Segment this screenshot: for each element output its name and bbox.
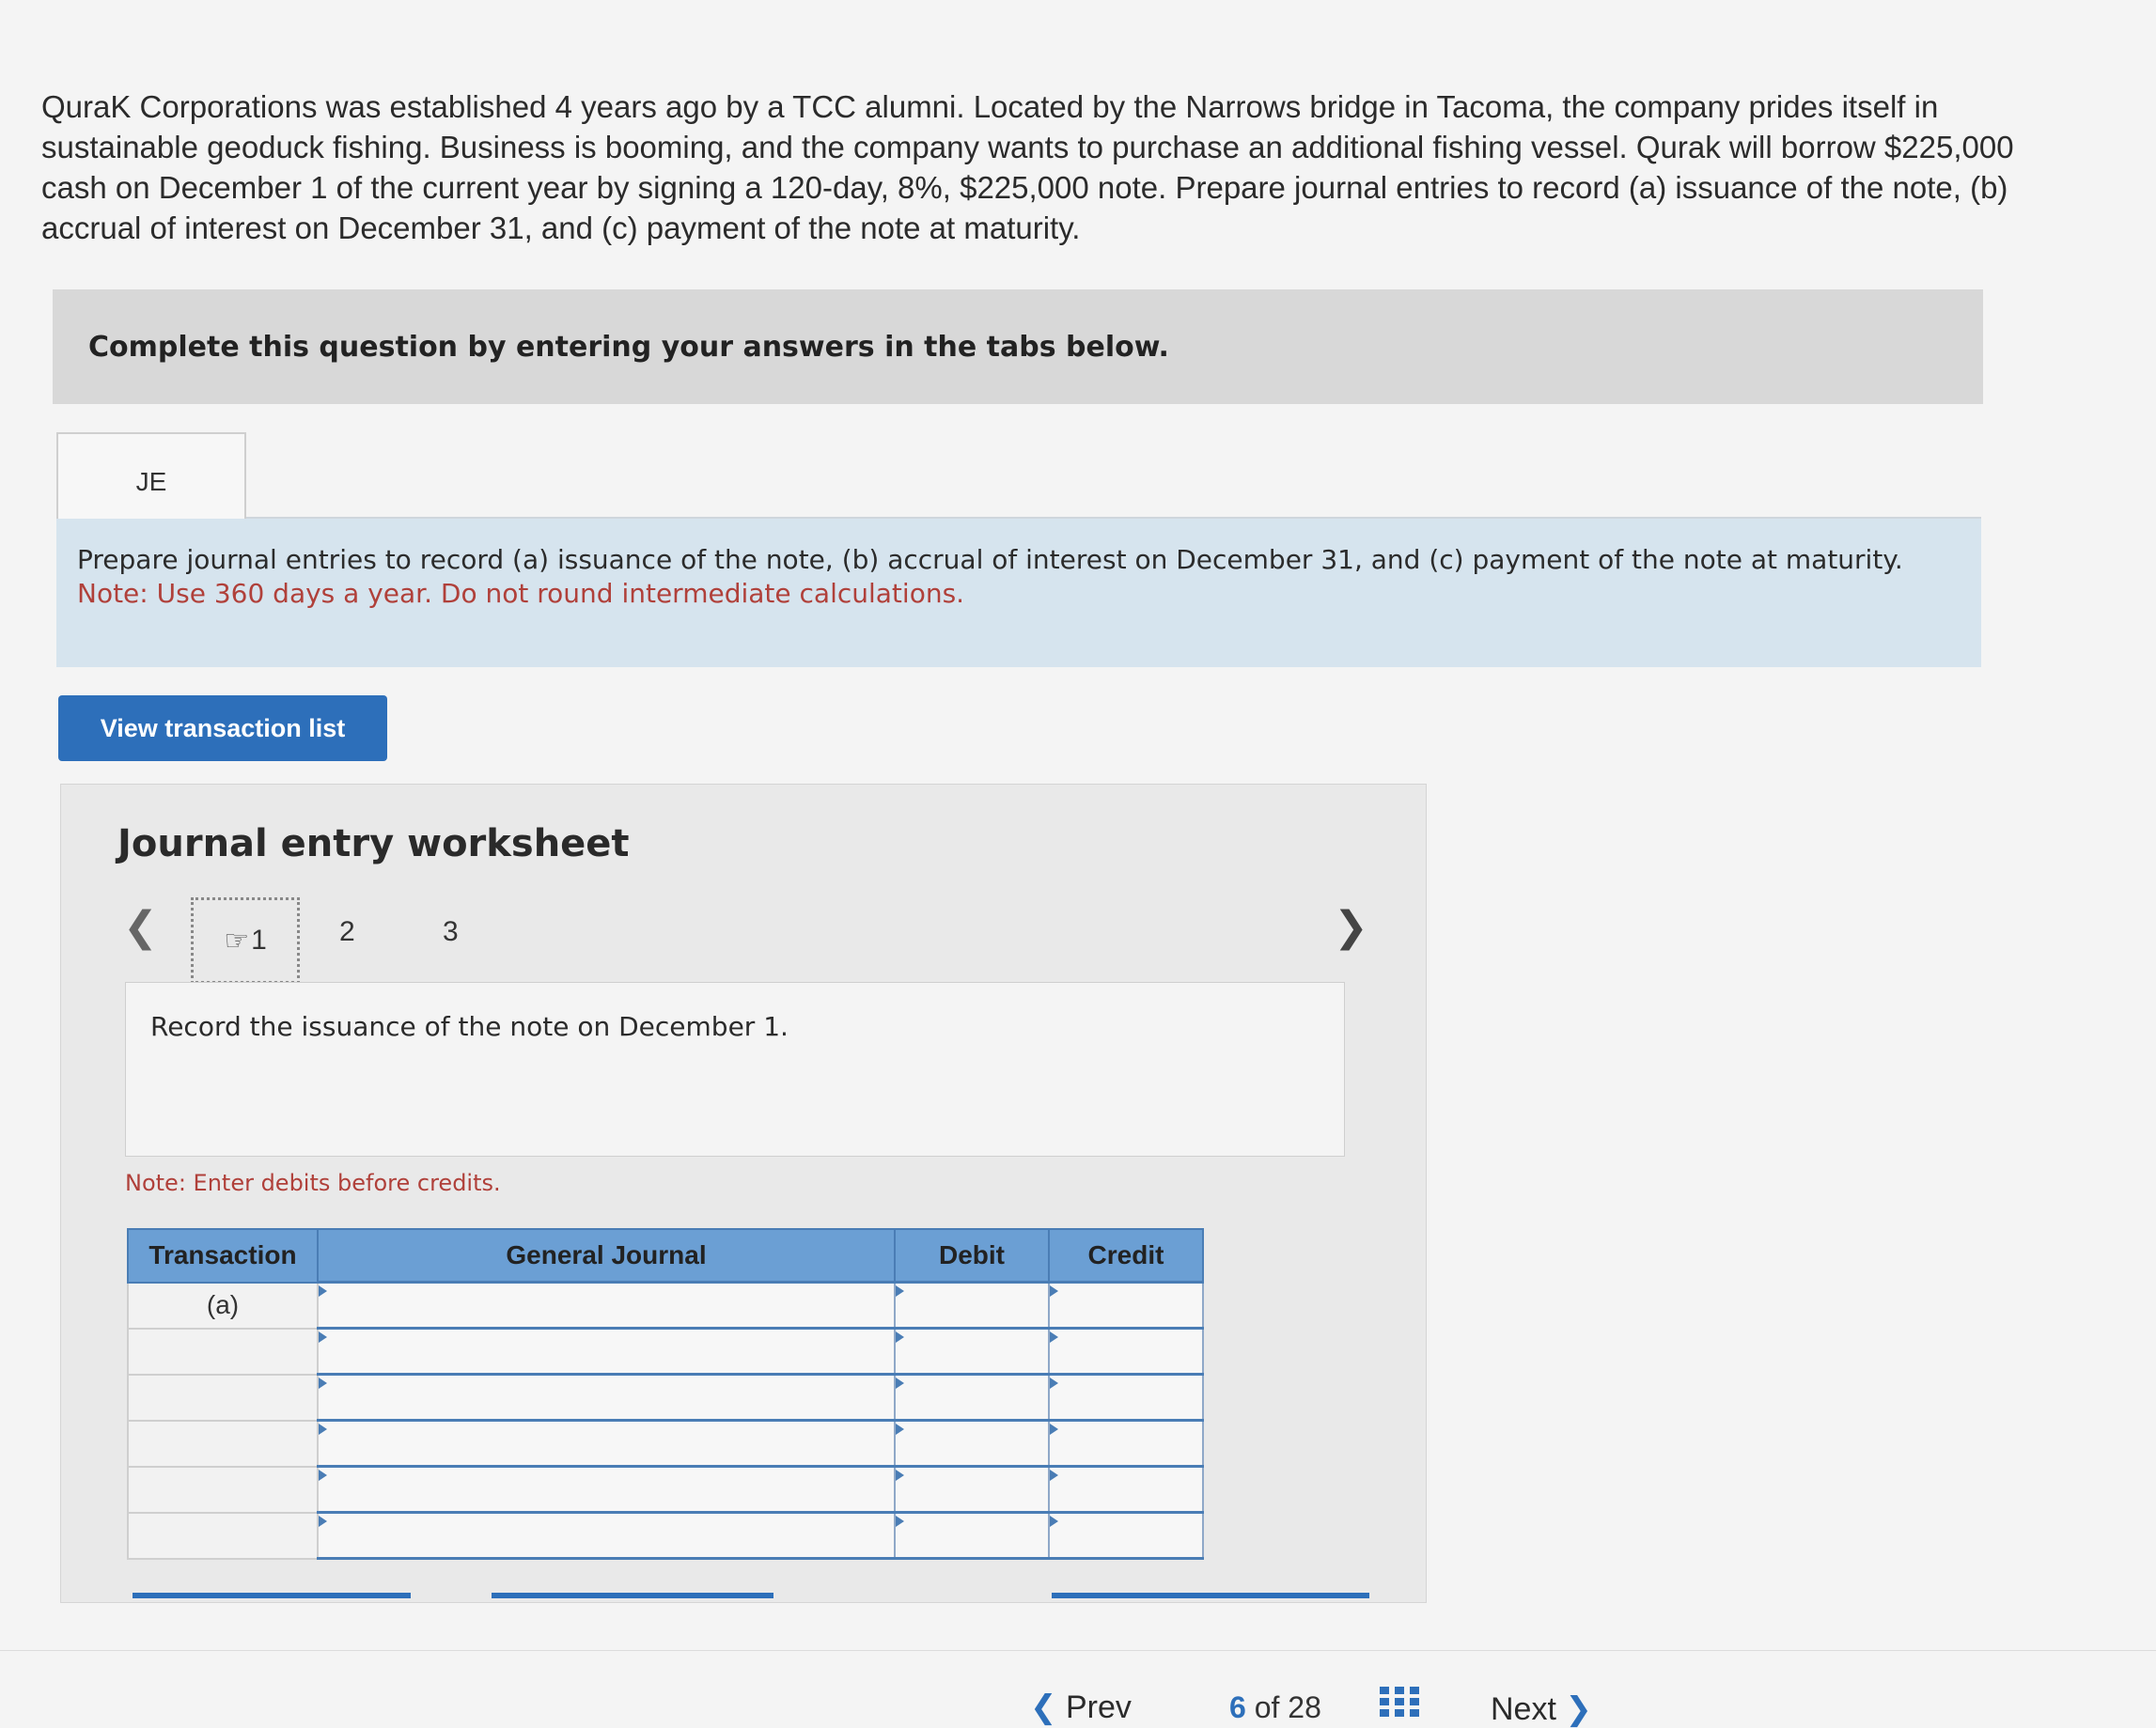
prompt-note: Note: Use 360 days a year. Do not round intermediate calculations. <box>77 578 965 609</box>
page-indicator <box>1229 1690 1321 1725</box>
problem-statement: QuraK Corporations was established 4 years ago by a TCC alumni. Located by the Narrows bridge in Tacoma, the company prides itself in sustainable geoduck fishing. Business is booming, and the company wants to purchase an additional fishing vessel. Qurak will borrow $225,000 cash on December 1 of the current year by signing a 120-day, 8%, $225,000 note. Prepare journal entries to record (a) issuance of the note, (b) accrual of interest on December 31, and (c) payment of the note at maturity. <box>41 89 2014 245</box>
view-transaction-list-button[interactable]: View transaction list <box>58 695 387 761</box>
table-row <box>128 1513 1203 1559</box>
view-general-journal-button[interactable] <box>1052 1593 1369 1598</box>
instructions-text: Complete this question by entering your answers in the tabs below. <box>88 330 1169 364</box>
tab-je[interactable] <box>56 432 246 530</box>
credit-input[interactable] <box>1049 1421 1203 1467</box>
credit-input[interactable] <box>1049 1283 1203 1329</box>
record-instruction-text: Record the issuance of the note on December 1. <box>150 1011 789 1042</box>
next-label: Next <box>1491 1691 1556 1727</box>
column-header-transaction: Transaction <box>128 1229 318 1283</box>
credit-input[interactable] <box>1049 1329 1203 1375</box>
transaction-cell: (a) <box>128 1283 318 1329</box>
journal-table <box>127 1228 1204 1560</box>
credit-input[interactable] <box>1049 1467 1203 1513</box>
instructions-bar <box>53 289 1983 404</box>
worksheet-title: Journal entry worksheet <box>117 822 630 865</box>
next-button[interactable] <box>1491 1690 1592 1728</box>
chevron-right-icon[interactable]: ❯ <box>1334 904 1368 950</box>
clear-entry-button[interactable] <box>492 1593 773 1598</box>
table-row <box>128 1375 1203 1421</box>
journal-entry-worksheet <box>60 784 1427 1603</box>
transaction-cell <box>128 1421 318 1467</box>
debit-input[interactable] <box>895 1283 1049 1329</box>
chevron-left-icon[interactable]: ❮ <box>123 904 158 950</box>
table-row <box>128 1283 1203 1329</box>
prev-label: Prev <box>1065 1689 1132 1725</box>
general-journal-select[interactable] <box>318 1329 895 1375</box>
table-row <box>128 1467 1203 1513</box>
general-journal-select[interactable] <box>318 1375 895 1421</box>
credit-input[interactable] <box>1049 1513 1203 1559</box>
general-journal-select[interactable] <box>318 1283 895 1329</box>
step-1-label: 1 <box>251 925 267 956</box>
current-page: 6 <box>1229 1690 1246 1724</box>
general-journal-select[interactable] <box>318 1513 895 1559</box>
general-journal-select[interactable] <box>318 1421 895 1467</box>
step-2-tab[interactable]: 2 <box>339 916 355 947</box>
prompt-text: Prepare journal entries to record (a) issuance of the note, (b) accrual of interest on December 31, and (c) payment of the note at maturity. <box>77 544 1903 575</box>
transaction-cell <box>128 1375 318 1421</box>
table-row <box>128 1421 1203 1467</box>
total-pages: 28 <box>1288 1690 1321 1724</box>
table-row <box>128 1329 1203 1375</box>
debit-input[interactable] <box>895 1375 1049 1421</box>
tab-je-label: JE <box>135 467 167 496</box>
record-instruction-box <box>125 982 1345 1157</box>
column-header-credit: Credit <box>1049 1229 1203 1283</box>
debit-input[interactable] <box>895 1421 1049 1467</box>
chevron-left-icon: ❮ <box>1030 1689 1057 1725</box>
debit-input[interactable] <box>895 1329 1049 1375</box>
grid-icon[interactable] <box>1380 1687 1419 1717</box>
step-3-tab[interactable]: 3 <box>443 916 459 947</box>
chevron-right-icon: ❯ <box>1565 1691 1592 1727</box>
debit-input[interactable] <box>895 1467 1049 1513</box>
debit-input[interactable] <box>895 1513 1049 1559</box>
hand-pointer-icon: ☞ <box>224 925 250 957</box>
prompt-box <box>56 519 1981 667</box>
prev-button[interactable] <box>1030 1689 1132 1726</box>
credit-input[interactable] <box>1049 1375 1203 1421</box>
column-header-general-journal: General Journal <box>318 1229 895 1283</box>
step-1-tab[interactable] <box>191 897 300 984</box>
transaction-cell <box>128 1329 318 1375</box>
general-journal-select[interactable] <box>318 1467 895 1513</box>
transaction-cell <box>128 1513 318 1559</box>
record-entry-button[interactable] <box>133 1593 411 1598</box>
transaction-cell <box>128 1467 318 1513</box>
of-label: of <box>1254 1690 1280 1724</box>
column-header-debit: Debit <box>895 1229 1049 1283</box>
debits-note: Note: Enter debits before credits. <box>125 1170 501 1196</box>
footer-nav <box>0 1650 2156 1727</box>
